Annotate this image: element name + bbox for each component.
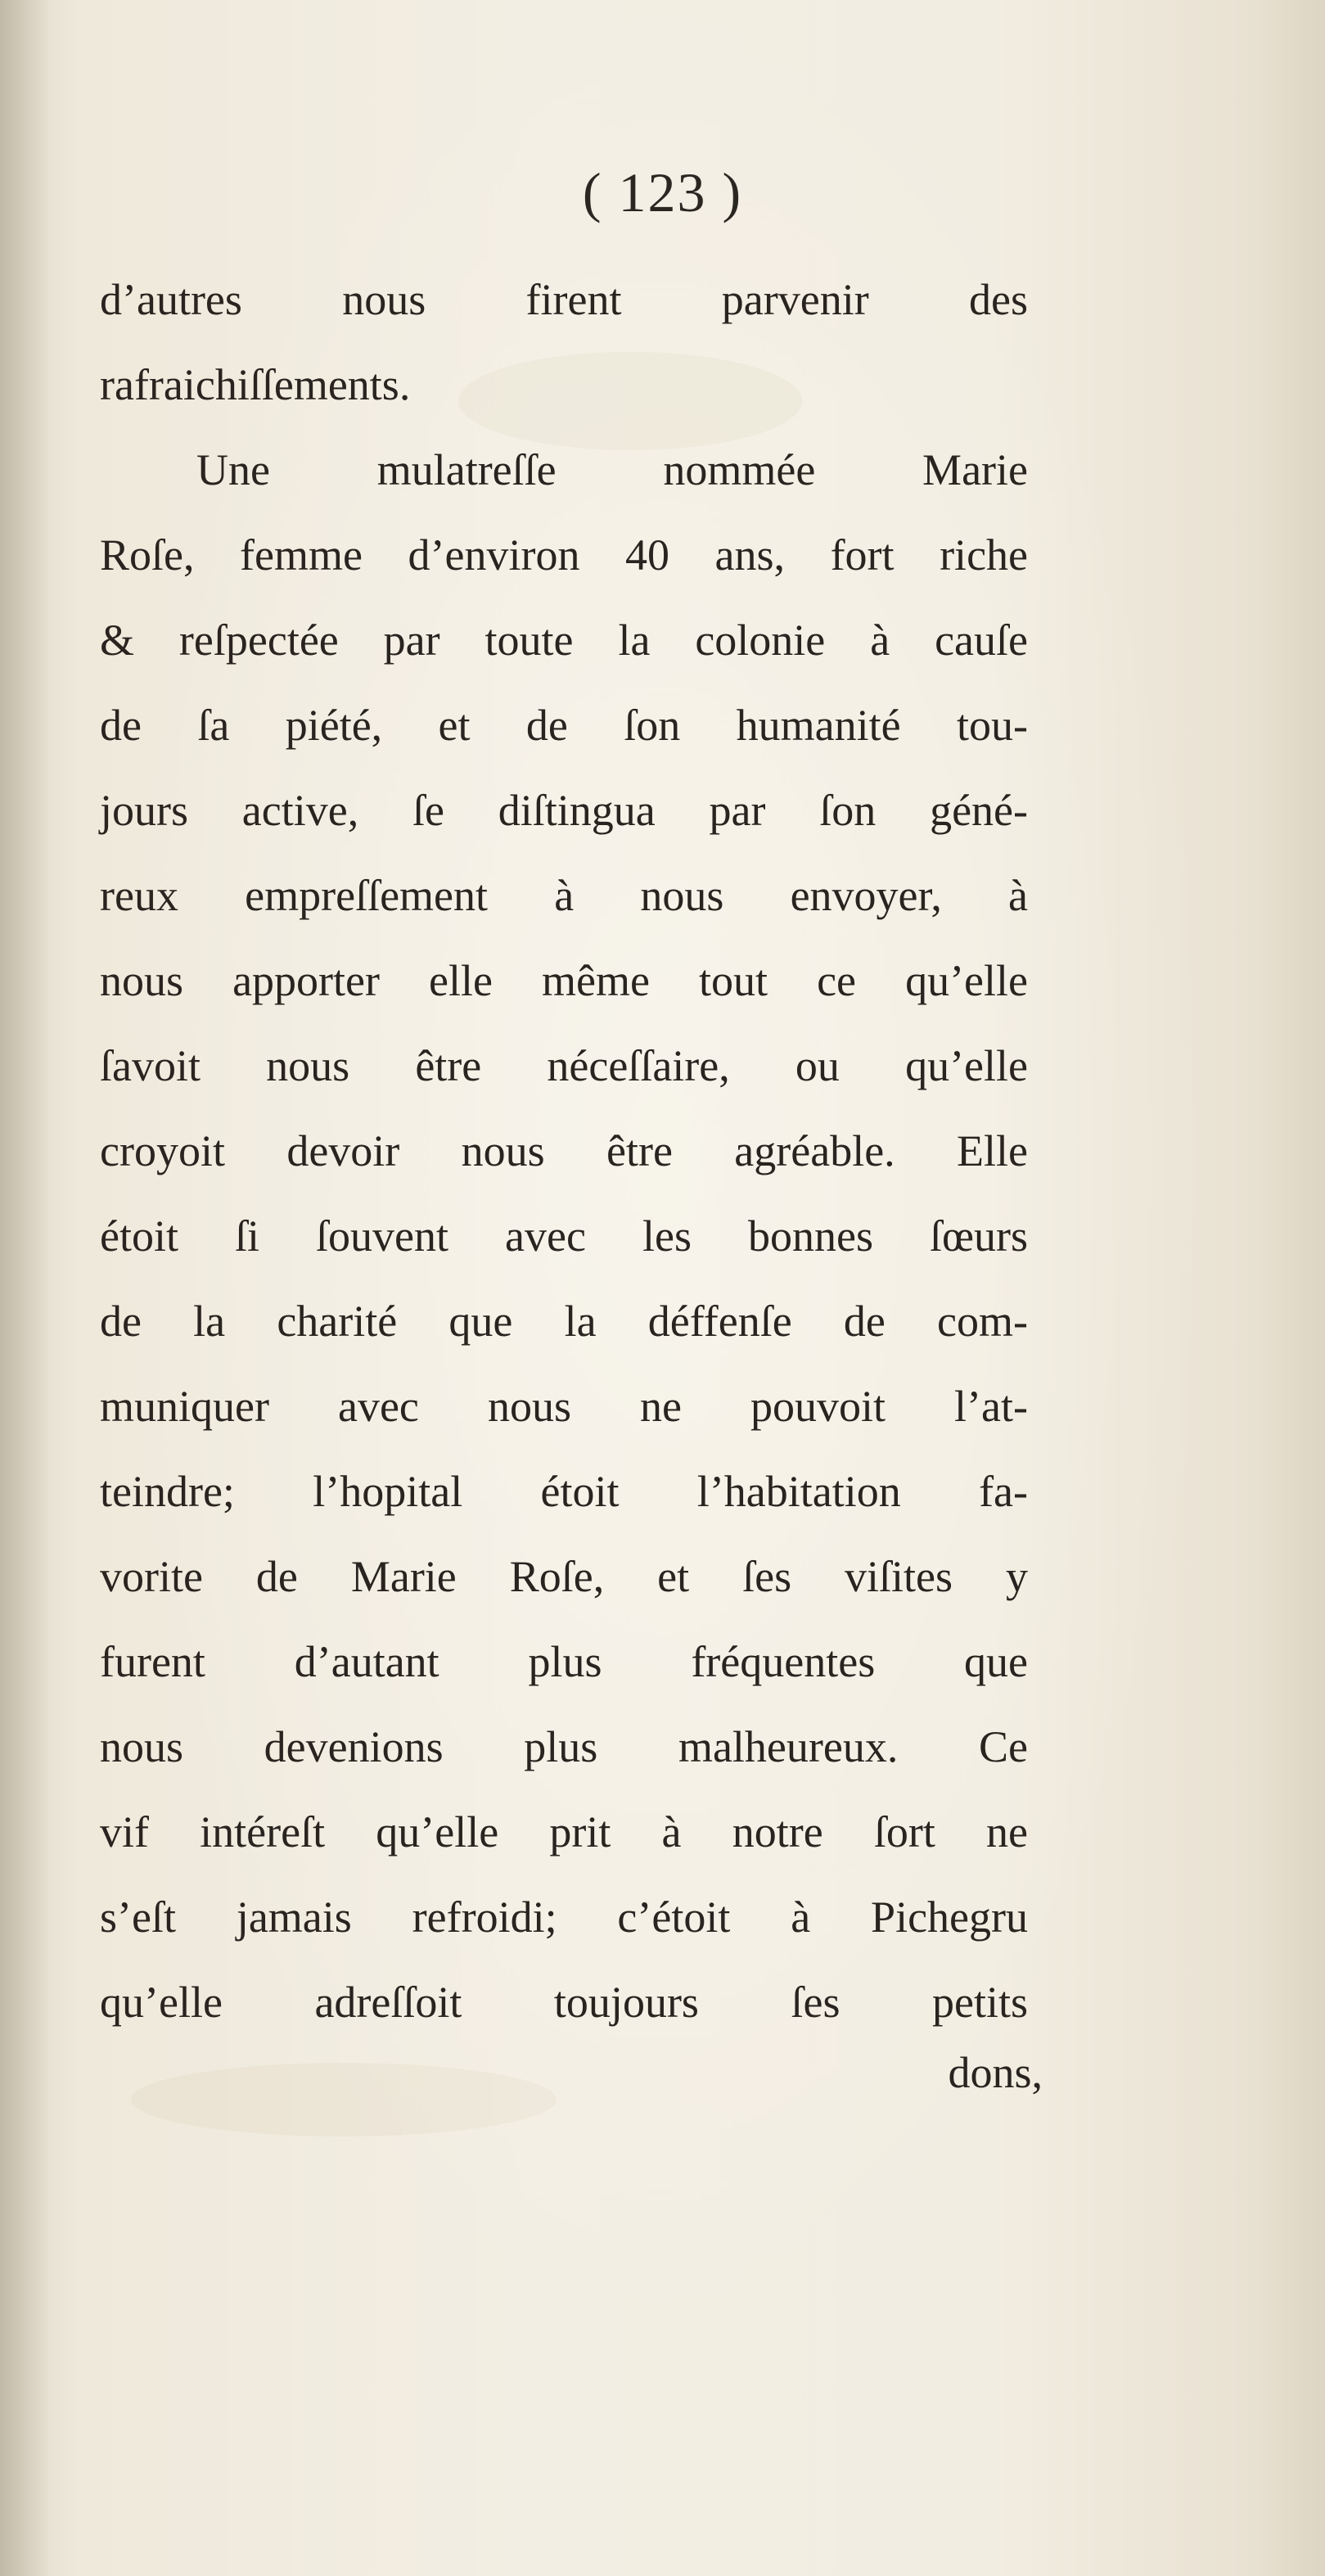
text-line: de la charité que la déffenſe de com- bbox=[100, 1297, 1028, 1346]
text-line: vif intéreſt qu’elle prit à notre ſort ne bbox=[100, 1807, 1028, 1856]
text-line: jours active, ſe diſtingua par ſon géné- bbox=[100, 786, 1028, 835]
text-line: nous devenions plus malheureux. Ce bbox=[100, 1722, 1028, 1771]
text-line: vorite de Marie Roſe, et ſes viſites y bbox=[100, 1552, 1028, 1601]
text-line: de ſa piété, et de ſon humanité tou- bbox=[100, 701, 1028, 750]
text-line: & reſpectée par toute la colonie à cauſe bbox=[100, 616, 1028, 665]
text-line: croyoit devoir nous être agréable. Elle bbox=[100, 1126, 1028, 1175]
text-line: teindre; l’hopital étoit l’habitation fa- bbox=[100, 1467, 1028, 1516]
text-line: s’eſt jamais refroidi; c’étoit à Pichegru bbox=[100, 1893, 1028, 1942]
text-line: qu’elle adreſſoit toujours ſes petits bbox=[100, 1978, 1028, 2027]
text-line: muniquer avec nous ne pouvoit l’at- bbox=[100, 1382, 1028, 1431]
text-line: ſavoit nous être néceſſaire, ou qu’elle bbox=[100, 1041, 1028, 1090]
text-line: étoit ſi ſouvent avec les bonnes ſœurs bbox=[100, 1211, 1028, 1261]
text-line: Roſe, femme d’environ 40 ans, fort riche bbox=[100, 530, 1028, 580]
paper-stain bbox=[131, 2063, 557, 2136]
text-line: furent d’autant plus fréquentes que bbox=[100, 1637, 1028, 1686]
text-line: nous apporter elle même tout ce qu’elle bbox=[100, 956, 1028, 1005]
catchword: dons, bbox=[948, 2048, 1043, 2097]
page-number: ( 123 ) bbox=[582, 161, 743, 223]
text-line: d’autres nous firent parvenir des bbox=[100, 275, 1028, 324]
page-gutter-shadow bbox=[0, 0, 49, 2576]
text-line: Une mulatreſſe nommée Marie bbox=[196, 445, 1028, 494]
text-line: reux empreſſement à nous envoyer, à bbox=[100, 871, 1028, 920]
text-line: rafraichiſſements. bbox=[100, 360, 411, 409]
